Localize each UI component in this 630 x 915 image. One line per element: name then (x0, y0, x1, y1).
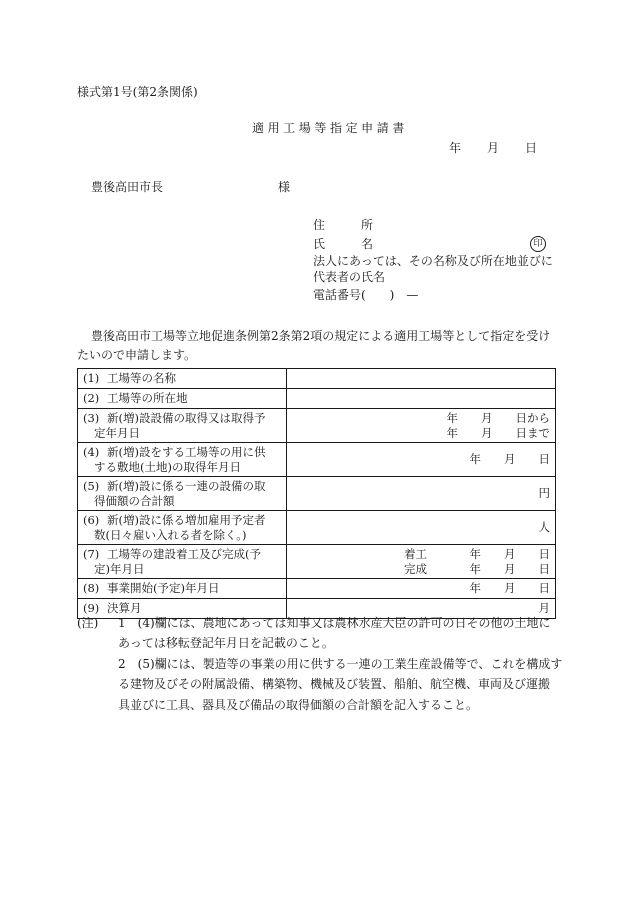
table-row (78, 369, 556, 389)
corporate-note-line-1: 法人にあっては、その名称及び所在地並びに (313, 254, 553, 268)
row-label: (8) 事業開始(予定)年月日 (78, 579, 287, 599)
application-table (77, 368, 556, 619)
row-value: 年 月 日から 年 月 日まで (287, 409, 556, 443)
row-value: 年 月 日 (287, 443, 556, 477)
note-2-line-3: 具並びに工具、器具及び備品の取得価額の合計額を記入すること。 (118, 698, 479, 712)
document-title: 適用工場等指定申請書 (251, 121, 408, 135)
row-value (287, 389, 556, 409)
row-label: (2) 工場等の所在地 (78, 389, 287, 409)
row-value: 年 月 日 (287, 579, 556, 599)
notes-prefix: (注) (77, 616, 99, 630)
addressee-suffix: 様 (278, 180, 291, 194)
table-row (78, 477, 556, 511)
row-value (287, 369, 556, 389)
name-label: 氏 名 (313, 237, 374, 251)
note-1-line-2: あっては移転登記年月日を記載のこと。 (118, 636, 334, 650)
corporate-note-line-2: 代表者の氏名 (313, 270, 386, 284)
body-text: 豊後高田市工場等立地促進条例第2条第2項の規定による適用工場等として指定を受けたいので申請します。 (77, 329, 551, 362)
row-value: 着工 年 月 日 完成 年 月 日 (287, 545, 556, 579)
row-label: (6) 新(増)設に係る増加雇用予定者 数(日々雇い入れる者を除く。) (78, 511, 287, 545)
row-label: (4) 新(増)設をする工場等の用に供 する敷地(土地)の取得年月日 (78, 443, 287, 477)
form-number: 様式第1号(第2条関係) (77, 85, 198, 99)
table-row (78, 579, 556, 599)
row-label: (5) 新(増)設に係る一連の設備の取 得価額の合計額 (78, 477, 287, 511)
table-row (78, 545, 556, 579)
application-date (449, 140, 537, 156)
row-label: (3) 新(増)設設備の取得又は取得予 定年月日 (78, 409, 287, 443)
note-1-line-1: 1 (4)欄には、農地にあっては知事又は農林水産大臣の許可の日その他の土地に (118, 616, 551, 630)
seal-mark: 印 (530, 236, 546, 252)
date-month: 月 (487, 141, 500, 155)
row-value: 月 (287, 599, 556, 619)
row-value: 円 (287, 477, 556, 511)
date-year: 年 (449, 141, 462, 155)
row-label: (9) 決算月 (78, 599, 287, 619)
note-2-line-2: る建物及びその附属設備、構築物、機械及び装置、船舶、航空機、車両及び運搬 (118, 677, 551, 691)
table-row (78, 389, 556, 409)
address-label: 住 所 (313, 218, 374, 232)
row-value: 人 (287, 511, 556, 545)
table-row (78, 409, 556, 443)
phone-label: 電話番号( ) — (313, 288, 419, 302)
addressee-name: 豊後高田市長 (91, 180, 164, 194)
table-row (78, 511, 556, 545)
row-label: (1) 工場等の名称 (78, 369, 287, 389)
row-label: (7) 工場等の建設着工及び完成(予 定)年月日 (78, 545, 287, 579)
note-2-line-1: 2 (5)欄には、製造等の事業の用に供する一連の工業生産設備等で、これを構成す (118, 657, 563, 671)
date-day: 日 (525, 141, 538, 155)
table-row (78, 443, 556, 477)
